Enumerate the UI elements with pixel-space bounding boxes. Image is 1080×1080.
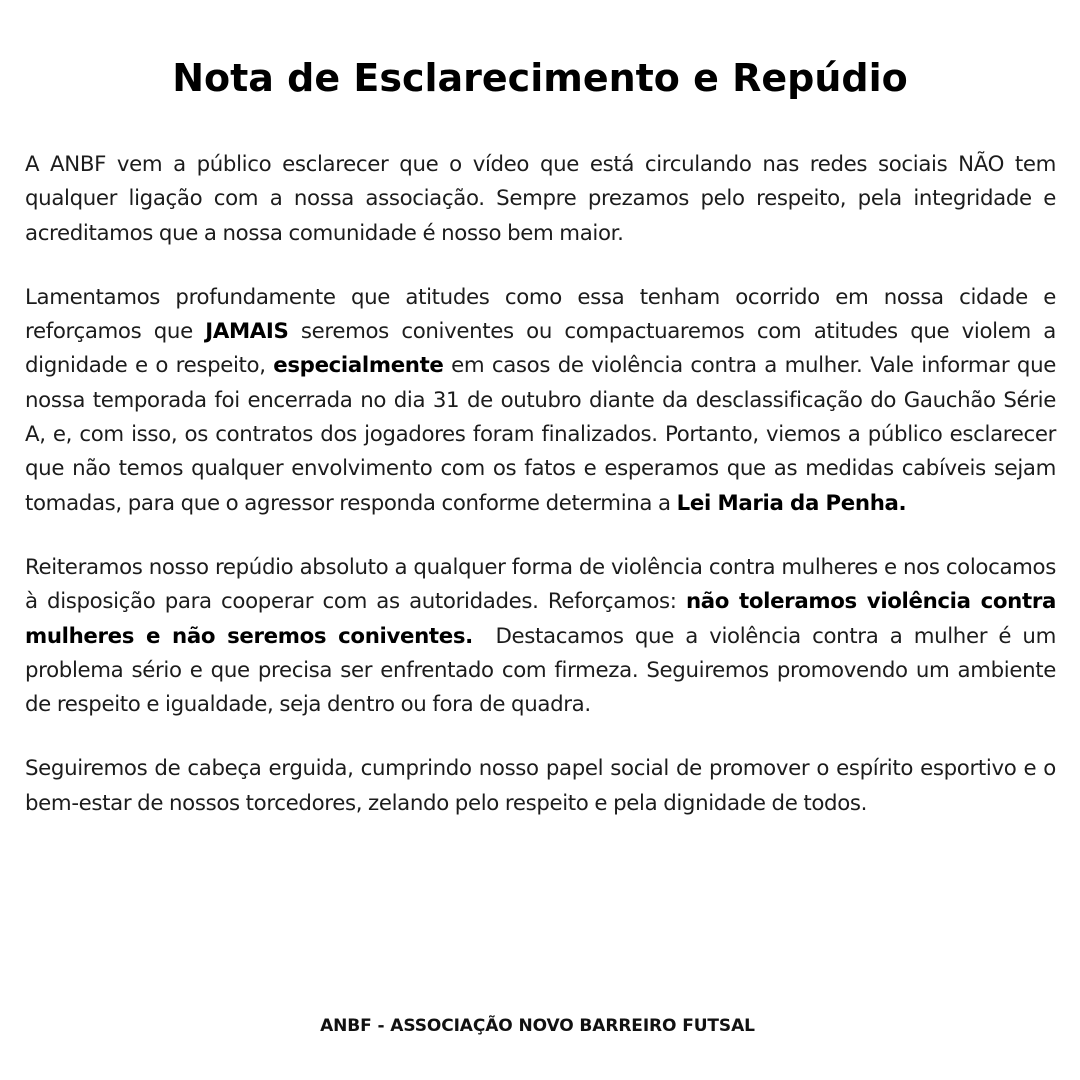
statement-body: [25, 148, 1062, 851]
emphasis-text: especialmente: [273, 353, 444, 379]
footer-signature: ANBF - ASSOCIAÇÃO NOVO BARREIRO FUTSAL: [320, 1016, 755, 1036]
page-title: Nota de Esclarecimento e Repúdio: [172, 56, 908, 100]
paragraph-text: Seguiremos de cabeça erguida, cumprindo nosso papel social de promover o espírito esportivo e o bem-estar de nossos torcedores, zelando pelo respeito e pela dignidade de todos.: [25, 756, 1056, 816]
emphasis-text: JAMAIS: [205, 319, 289, 345]
paragraph-text: Destacamos que a violência contra a mulher é um problema sério e que precisa ser enfrentado com firmeza. Seguiremos promovendo um ambiente de respeito e igualdade, seja dentro ou fora de quadra.: [25, 623, 1062, 718]
paragraph-text: A ANBF vem a público esclarecer que o vídeo que está circulando nas redes sociais NÃO tem qualquer ligação com a nossa associação. Sempre prezamos pelo respeito, pela integridade e acreditamos que a nossa comunidade é nosso bem maior.: [25, 152, 1056, 246]
paragraph-text: em casos de violência contra a mulher. Vale informar que nossa temporada foi encerrada no dia 31 de outubro diante da desclassificação do Gauchão Série A, e, com isso, os contratos dos jogadores foram finalizados. Portanto, viemos a público esclarecer que não temos qualquer envolvimento com os fatos e esperamos que as medidas cabíveis sejam tomadas, para que o agressor responda conforme determina a: [25, 353, 1056, 516]
paragraph-regret: [25, 281, 1056, 521]
emphasis-text: Lei Maria da Penha.: [676, 490, 907, 516]
paragraph-text: Reiteramos nosso repúdio absoluto a qualquer forma de violência contra mulheres e nos colocamos à disposição para cooperar com as autoridades. Reforçamos:: [25, 554, 1056, 615]
paragraph-text: Lamentamos profundamente que atitudes como essa tenham ocorrido em nossa cidade e reforçamos que: [25, 284, 1056, 345]
paragraph-closing: [25, 752, 1056, 821]
emphasis-text: não toleramos violência contra mulheres e não seremos coniventes.: [25, 589, 1056, 649]
paragraph-repudiation: [25, 551, 1062, 722]
paragraph-text: seremos coniventes ou compactuaremos com atitudes que violem a dignidade e o respeito,: [25, 319, 1057, 379]
paragraph-clarification: [25, 148, 1056, 251]
